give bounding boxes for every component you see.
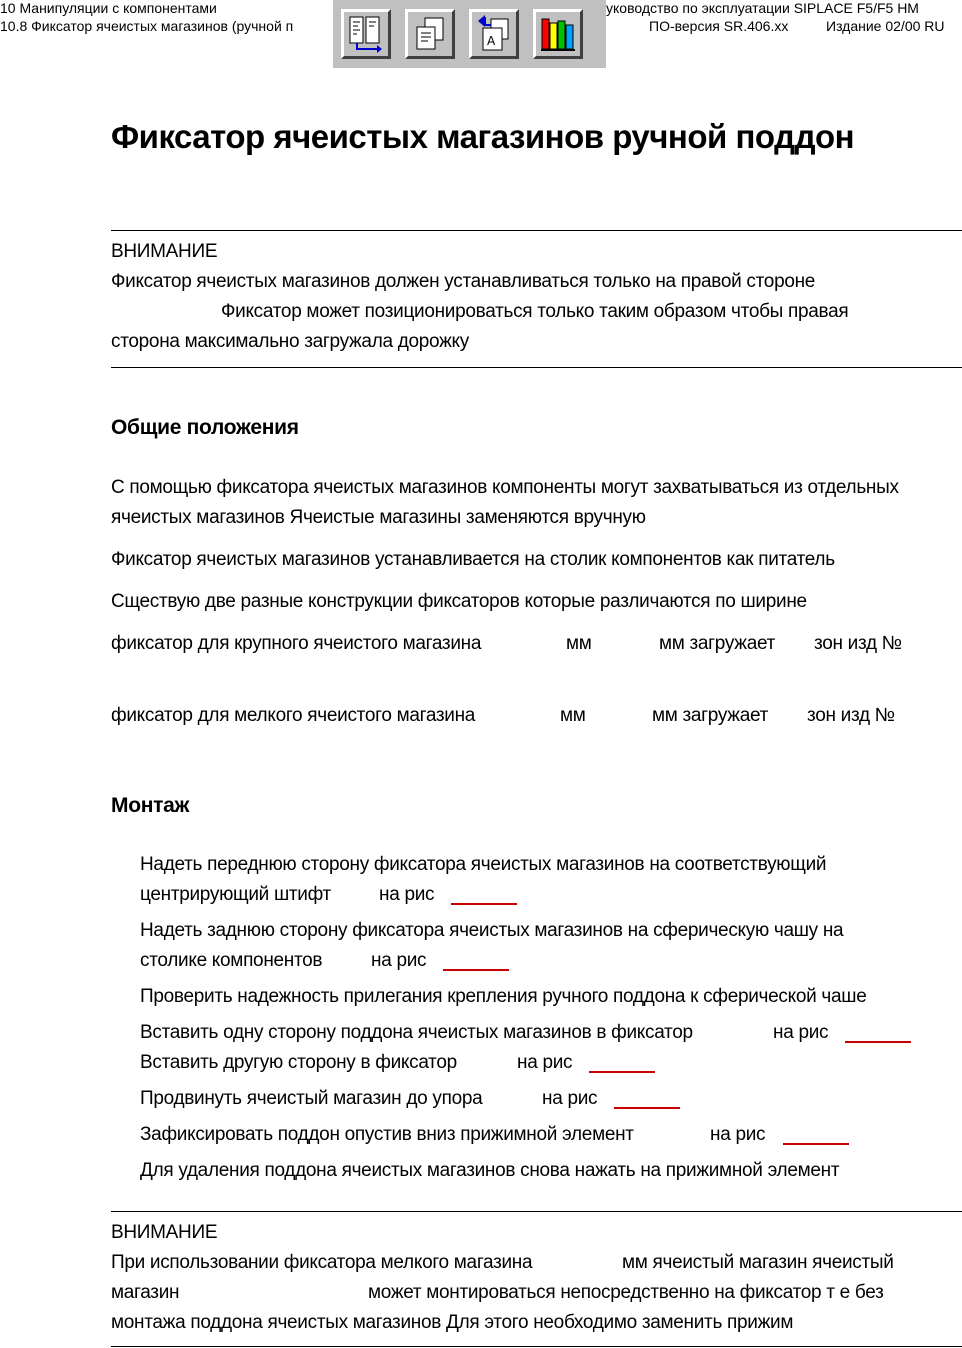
warning-text-line: Фиксатор ячеистых магазинов должен устанавливаться только на правой стороне [111, 271, 816, 292]
step-text: Надеть заднюю сторону фиксатора ячеистых магазинов на сферическую чашу на [140, 920, 844, 941]
small-fixture-zones: зон изд № [807, 705, 895, 726]
figure-link[interactable] [614, 1107, 680, 1109]
step-text: Проверить надежность прилегания крепления ручного поддона к сферической чаше [140, 986, 867, 1007]
paragraph-line: С помощью фиксатора ячеистых магазинов компоненты могут захватываться из отдельных [111, 477, 899, 498]
small-fixture-mm: мм [560, 705, 586, 726]
contents-icon [347, 15, 385, 53]
library-icon [539, 15, 577, 53]
step-text: Вставить другую сторону в фиксатор [140, 1052, 457, 1073]
section-heading-mounting: Монтаж [111, 794, 190, 817]
divider [111, 230, 962, 231]
library-button[interactable] [533, 9, 583, 59]
warning-text-line: При использовании фиксатора мелкого магазина [111, 1252, 533, 1273]
divider [111, 367, 962, 368]
step-text: Зафиксировать поддон опустив вниз прижимной элемент [140, 1124, 634, 1145]
step-text: Надеть переднюю сторону фиксатора ячеистых магазинов на соответствующий [140, 854, 827, 875]
header-chapter: 10 Манипуляции с компонентами [0, 0, 217, 16]
paragraph-line: ячеистых магазинов Ячеистые магазины заменяются вручную [111, 507, 646, 528]
large-fixture-zones: зон изд № [814, 633, 902, 654]
warning-text-line: магазин [111, 1282, 180, 1303]
step-text: центрирующий штифт [140, 884, 331, 905]
figure-link[interactable] [443, 969, 509, 971]
step-text: Для удаления поддона ячеистых магазинов снова нажать на прижимной элемент [140, 1160, 840, 1181]
svg-text:A: A [487, 34, 496, 48]
divider [111, 1211, 962, 1212]
paragraph: Фиксатор ячеистых магазинов устанавливается на столик компонентов как питатель [111, 549, 835, 570]
figure-reference: на рис [710, 1124, 766, 1145]
warning-text-line: монтажа поддона ячеистых магазинов Для этого необходимо заменить прижим [111, 1312, 794, 1333]
page-icon [411, 15, 449, 53]
figure-reference: на рис [542, 1088, 598, 1109]
small-fixture-loads: мм загружает [652, 705, 768, 726]
warning-label: ВНИМАНИЕ [111, 241, 218, 262]
figure-reference: на рис [517, 1052, 573, 1073]
warning-text-line: мм ячеистый магазин ячеистый [622, 1252, 894, 1273]
large-fixture-mm: мм [566, 633, 592, 654]
index-button[interactable] [469, 9, 519, 59]
warning-text-line: может монтироваться непосредственно на фиксатор т е без [368, 1282, 884, 1303]
header-edition: Издание 02/00 RU [826, 18, 945, 34]
step-text: столике компонентов [140, 950, 323, 971]
figure-link[interactable] [783, 1143, 849, 1145]
figure-reference: на рис [371, 950, 427, 971]
figure-link[interactable] [589, 1071, 655, 1073]
contents-button[interactable] [341, 9, 391, 59]
section-heading-general: Общие положения [111, 416, 299, 439]
step-text: Вставить одну сторону поддона ячеистых магазинов в фиксатор [140, 1022, 693, 1043]
large-fixture-label: фиксатор для крупного ячеистого магазина [111, 633, 482, 654]
large-fixture-loads: мм загружает [659, 633, 775, 654]
figure-reference: на рис [379, 884, 435, 905]
warning-text-line: Фиксатор может позиционироваться только таким образом чтобы правая [221, 301, 849, 322]
paragraph: Сществую две разные конструкции фиксаторов которые различаются по ширине [111, 591, 807, 612]
step-text: Продвинуть ячеистый магазин до упора [140, 1088, 483, 1109]
small-fixture-label: фиксатор для мелкого ячеистого магазина [111, 705, 476, 726]
figure-reference: на рис [773, 1022, 829, 1043]
header-manual-title: уководство по эксплуатации SIPLACE F5/F5 HM [606, 0, 919, 16]
figure-link[interactable] [451, 903, 517, 905]
header-software-version: ПО-версия SR.406.xx [649, 18, 789, 34]
warning-label: ВНИМАНИЕ [111, 1222, 218, 1243]
warning-text-line: сторона максимально загружала дорожку [111, 331, 469, 352]
navigation-toolbar [333, 0, 606, 68]
header-section: 10.8 Фиксатор ячеистых магазинов (ручной п [0, 18, 294, 34]
page-button[interactable] [405, 9, 455, 59]
index-icon [475, 15, 513, 53]
divider [111, 1346, 962, 1347]
page-title: Фиксатор ячеистых магазинов ручной поддон [111, 118, 855, 155]
figure-link[interactable] [845, 1041, 911, 1043]
